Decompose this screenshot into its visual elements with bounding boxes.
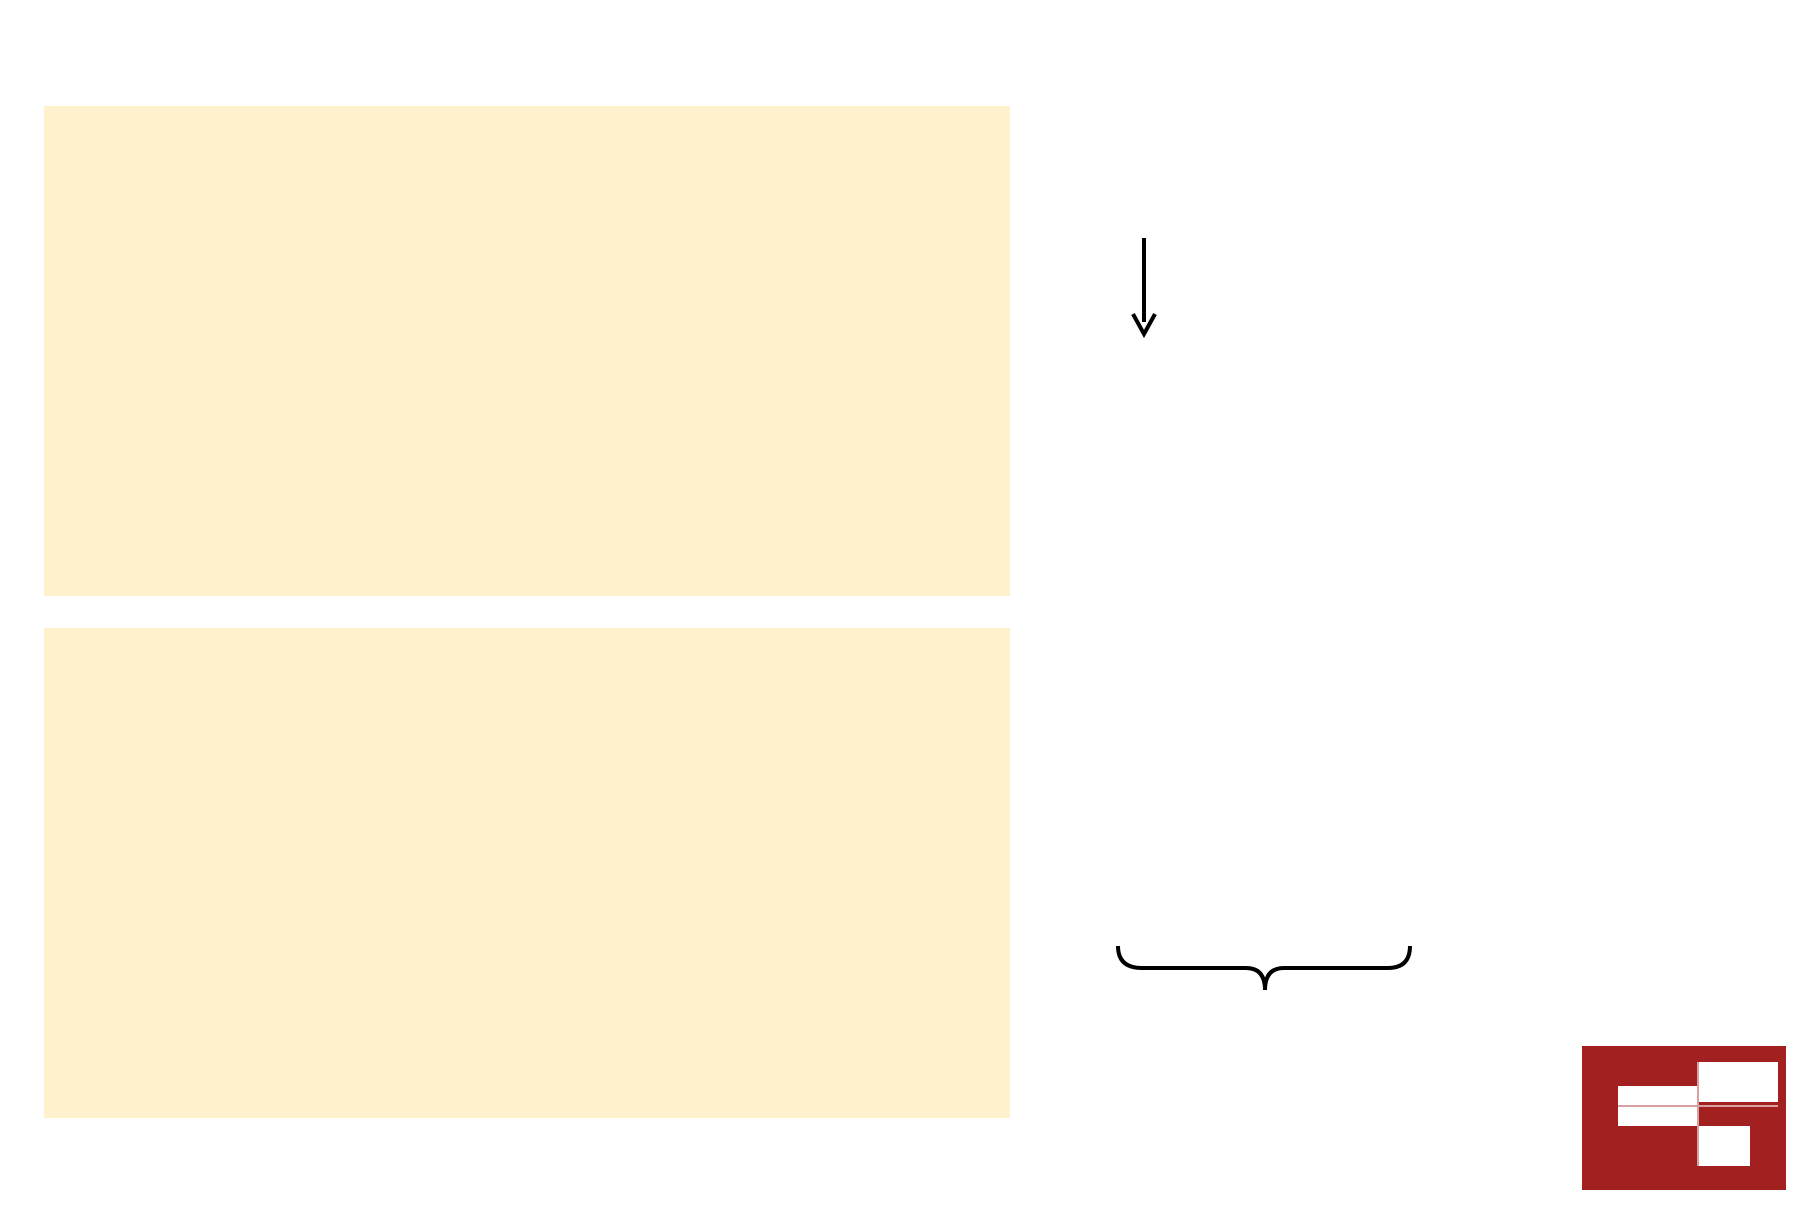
curly-brace (1118, 946, 1410, 990)
logo-block-2 (1698, 1062, 1778, 1102)
logo-block-3 (1698, 1126, 1750, 1166)
eth-logo-icon (1578, 1042, 1790, 1208)
